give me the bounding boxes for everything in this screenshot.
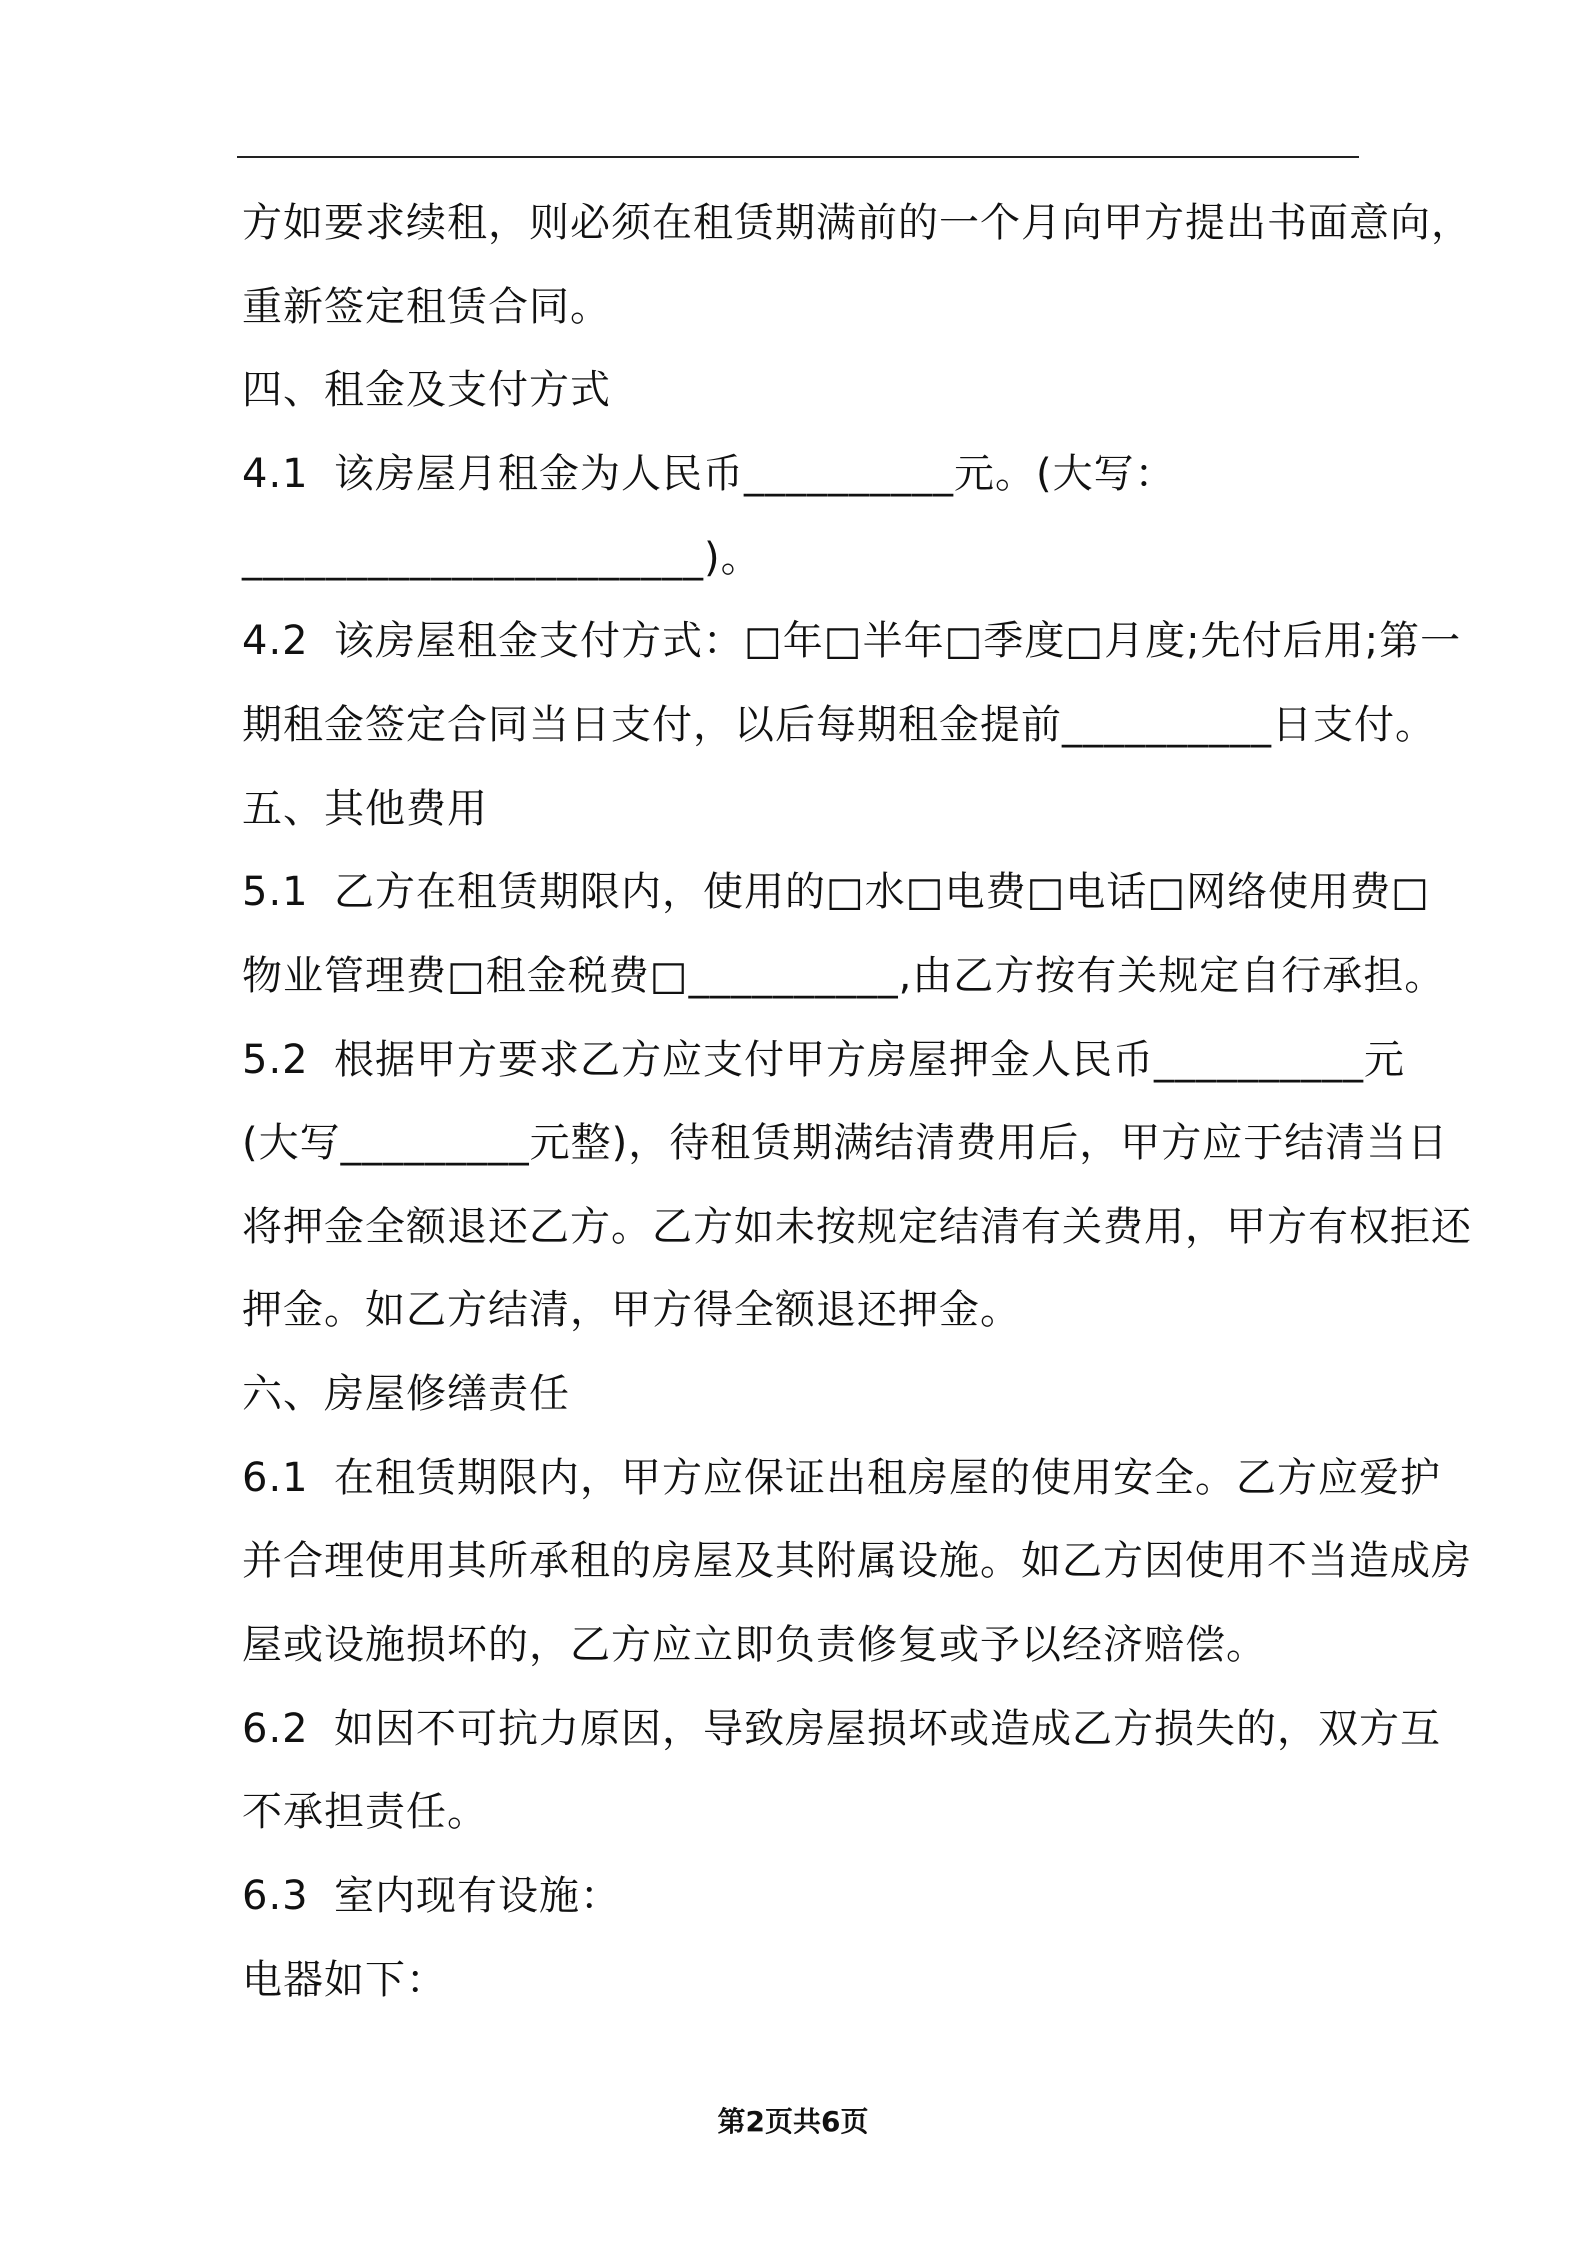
section-heading-4: 四、租金及支付方式 (242, 367, 611, 413)
clause-6-1: 6.1 在租赁期限内，甲方应保证出租房屋的使用安全。乙方应爱护 (242, 1455, 1441, 1501)
section-heading-5: 五、其他费用 (242, 786, 488, 832)
header-rule (237, 156, 1359, 158)
text-line: 不承担责任。 (242, 1789, 488, 1835)
clause-6-3: 6.3 室内现有设施： (242, 1873, 621, 1919)
page-footer: 第2页共6页 (717, 2105, 869, 2138)
section-heading-6: 六、房屋修缮责任 (242, 1371, 570, 1417)
text-line: 并合理使用其所承租的房屋及其附属设施。如乙方因使用不当造成房 (242, 1538, 1472, 1584)
clause-4-1: 4.1 该房屋月租金为人民币__________元。(大写： (242, 451, 1176, 497)
clause-6-2: 6.2 如因不可抗力原因，导致房屋损坏或造成乙方损失的，双方互 (242, 1706, 1441, 1752)
text-line: (大写_________元整)，待租赁期满结清费用后，甲方应于结清当日 (242, 1120, 1449, 1166)
text-line: 期租金签定合同当日支付，以后每期租金提前__________日支付。 (242, 702, 1436, 748)
text-line: 屋或设施损坏的，乙方应立即负责修复或予以经济赔偿。 (242, 1622, 1267, 1668)
clause-5-2: 5.2 根据甲方要求乙方应支付甲方房屋押金人民币__________元 (242, 1037, 1405, 1083)
text-line: 物业管理费□租金税费□__________,由乙方按有关规定自行承担。 (242, 953, 1446, 999)
text-line: 电器如下： (242, 1957, 447, 2003)
text-line: 方如要求续租，则必须在租赁期满前的一个月向甲方提出书面意向， (242, 200, 1472, 246)
text-line: 将押金全额退还乙方。乙方如未按规定结清有关费用，甲方有权拒还 (242, 1204, 1472, 1250)
clause-5-1: 5.1 乙方在租赁期限内，使用的□水□电费□电话□网络使用费□ (242, 869, 1430, 915)
text-line: 重新签定租赁合同。 (242, 284, 611, 330)
clause-4-2: 4.2 该房屋租金支付方式：□年□半年□季度□月度;先付后用;第一 (242, 618, 1462, 664)
text-line: ______________________)。 (242, 535, 762, 581)
text-line: 押金。如乙方结清，甲方得全额退还押金。 (242, 1287, 1021, 1333)
